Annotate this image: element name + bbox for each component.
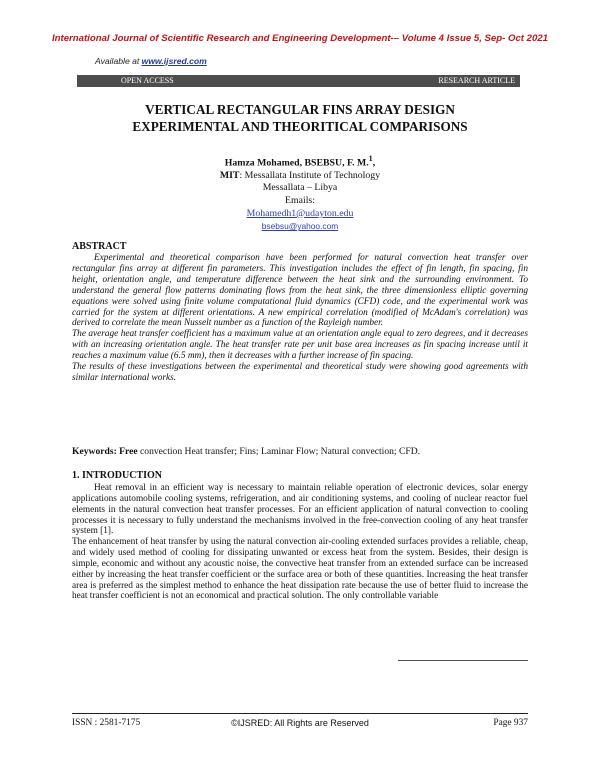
introduction-paragraph-2: The enhancement of heat transfer by using the natural convection air-cooling extended surfaces provides a reliable, cheap, and widely used method of cooling for dissipating unwanted or excess heat from the system. Besides, their design is simple, economic and without any acoustic noise, the convective heat transfer from an extended surface can be increased either by increasing the heat transfer coefficient or the surface area or both of these quantities. Increasing the heat transfer area is preferred as the simplest method to enhance the heat dissipation rate because the use of better fluid to increase the heat transfer coefficient is not an economical and practical solution. The only controllable variable (72, 537, 528, 602)
abstract-paragraph-2: The average heat transfer coefficient has a maximum value at an orientation angle equal to zero degrees, and it decreases with an increasing orientation angle. The heat transfer rate per unit base area increases as fin spacing increase until it reaches a maximum value (6.5 mm), then it decreases with a further increase of fin spacing. (72, 329, 528, 362)
access-bar (77, 75, 520, 87)
abstract-paragraph-3: The results of these investigations between the experimental and theoretical study were showing good agreements with similar international works. (72, 362, 528, 383)
keywords-line (72, 446, 420, 457)
footer-issn: ISSN : 2581-7175 (72, 718, 141, 728)
author-block (0, 153, 600, 234)
affiliation-name: : Messallata Institute of Technology (239, 169, 381, 181)
journal-website-link[interactable]: www.ijsred.com (141, 56, 207, 66)
paper-title (0, 101, 600, 135)
footer-divider (72, 713, 528, 714)
footnote-divider (398, 660, 528, 661)
journal-header: International Journal of Scientific Research and Engineering Development-– Volume 4 Issue 5, Sep- Oct 2021 (52, 33, 548, 44)
abstract-body (72, 253, 528, 384)
article-type-label: RESEARCH ARTICLE (438, 76, 515, 85)
introduction-body (72, 483, 528, 602)
footer-rights: ©IJSRED: All Rights are Reserved (231, 718, 369, 728)
author-names: Hamza Mohamed, BSEBSU, F. M.$^1$, (224, 154, 376, 169)
footer-page-number: Page 937 (493, 718, 528, 728)
keywords-text: convection Heat transfer; Fins; Laminar Flow; Natural convection; CFD. (137, 446, 421, 457)
affiliation (0, 170, 600, 183)
title-line-1: VERTICAL RECTANGULAR FINS ARRAY DESIGN (145, 102, 455, 117)
author-location: Messallata – Libya (262, 182, 338, 194)
abstract-heading: ABSTRACT (72, 241, 127, 252)
abstract-paragraph-1: Experimental and theoretical comparison have been performed for natural convection heat transfer over rectangular fins array at different fin parameters. This investigation includes the effect of fin length, fin spacing, fin height, orientation angle, and temperature difference between the heat sink and the surrounding environment. To understand the general flow patterns dominating flows from the heat sink, the three dimensionless elliptic governing equations were solved using finite volume computational fluid dynamics (CFD) code, and the experimental work was carried for the system at different orientations. A new empirical correlation (modified of McAdam's correlation) was derived to correlate the mean Nusselt number as a function of the Rayleigh number. (72, 253, 528, 329)
available-prefix: Available at (95, 56, 142, 66)
email-link-2[interactable]: bsebsu@yahoo.com (261, 221, 339, 232)
open-access-label: OPEN ACCESS (121, 76, 174, 85)
affiliation-label: MIT (219, 169, 240, 181)
introduction-paragraph-1: Heat removal in an efficient way is necessary to maintain reliable operation of electronic devices, solar energy applications automobile cooling systems, refrigeration, and air conditioning systems, and cooling of nuclear reactor fuel elements in the natural convection heat transfer processes. For an efficient application of natural convection to cooling processes it is necessary to fully understand the mechanisms involved in the free-convection cooling of any heat transfer system [1]. (72, 483, 528, 537)
emails-label: Emails: (285, 195, 315, 207)
keywords-label: Keywords: Free (72, 446, 138, 457)
title-line-2: EXPERIMENTAL AND THEORITICAL COMPARISONS (132, 119, 468, 134)
email-link-1[interactable]: Mohamedh1@udayton.edu (246, 207, 354, 219)
author-names-text: Hamza Mohamed, BSEBSU, F. M. (224, 157, 369, 169)
introduction-heading: 1. INTRODUCTION (72, 470, 163, 481)
availability-line (95, 56, 207, 66)
author-superscript: 1 (368, 154, 373, 163)
